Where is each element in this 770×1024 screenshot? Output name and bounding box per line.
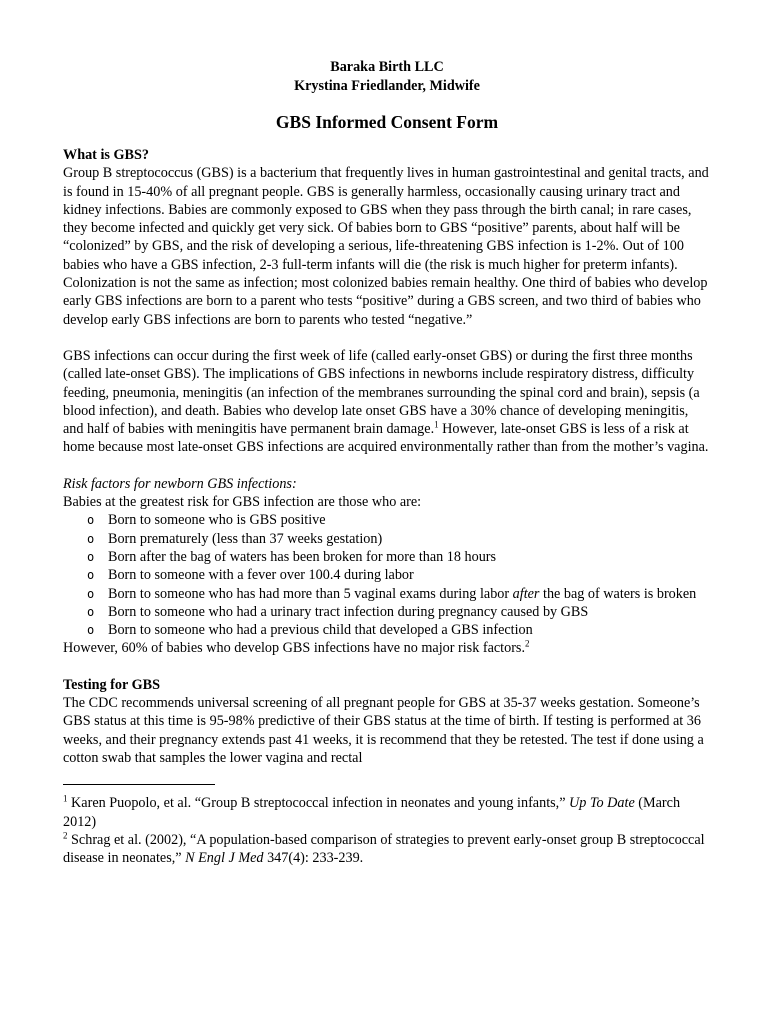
list-item-text-cont: the bag of waters is broken (539, 585, 697, 602)
paragraph-gbs-infections-text-cont: However, late-onset GBS is less of a risk at home because most late-onset GBS infections are acquired environmentally rather than from the mother’s vagina. (63, 421, 709, 456)
list-item-text: Born after the bag of waters has been broken for more than 18 hours (108, 548, 497, 565)
list-item-text: Born prematurely (less than 37 weeks gestation) (108, 530, 383, 547)
footnote-2-text: Schrag et al. (2002), “A population-based comparison of strategies to prevent early-onset group B streptococcal disease in neonates,” (63, 831, 705, 867)
risk-factor-list (63, 511, 711, 639)
footnote-1-journal: Up To Date (569, 795, 635, 812)
footnote-ref-1[interactable]: 1 (434, 419, 439, 430)
footnote-number-2: 2 (63, 830, 68, 841)
list-item (63, 621, 711, 639)
bullet-icon: o (87, 531, 95, 546)
midwife-name: Krystina Friedlander, Midwife (294, 78, 480, 94)
list-item (63, 585, 711, 603)
footnote-ref-2[interactable]: 2 (525, 638, 530, 649)
bullet-icon: o (87, 568, 95, 583)
bullet-icon: o (87, 549, 95, 564)
bullet-icon: o (87, 604, 95, 619)
list-item-text: Born to someone with a fever over 100.4 during labor (108, 567, 414, 584)
paragraph-spacer (63, 457, 711, 475)
paragraph-spacer (63, 329, 711, 347)
paragraph-gbs-infections (63, 347, 711, 457)
paragraph-gbs-overview: Group B streptococcus (GBS) is a bacterium that frequently lives in human gastrointestinal and genital tracts, and is found in 15-40% of all pregnant people. GBS is generally harmless, occasionally causing urinary tract and kidney infections. Babies are commonly exposed to GBS when they pass through the birth canal; in rare cases, they become infected and quickly get very sick. Of babies born to GBS “positive” parents, about half will be “colonized” by GBS, and the risk of developing a serious, life-threatening GBS infection is 1-2%. Out of 100 babies who have a GBS infection, 2-3 full-term infants will die (the risk is much higher for preterm infants). Colonization is not the same as infection; most colonized babies remain healthy. One third of babies who develop early GBS infections are born to a parent who tests “positive” during a GBS screen, and two third of babies who develop early GBS infections are born to parents who tested “negative.” (63, 165, 709, 328)
section-heading-testing: Testing for GBS (63, 676, 160, 693)
list-item-text: Born to someone who had a previous child that developed a GBS infection (108, 622, 533, 639)
footnote-2-journal: N Engl J Med (185, 850, 264, 867)
risk-factors-closing (63, 639, 711, 657)
bullet-icon: o (87, 623, 95, 638)
risk-factors-closing-text: However, 60% of babies who develop GBS infections have no major risk factors. (63, 640, 525, 657)
section-heading-what-is-gbs: What is GBS? (63, 147, 149, 163)
organization-name: Baraka Birth LLC (330, 59, 444, 75)
list-item (63, 566, 711, 584)
footnote-1 (63, 794, 711, 831)
list-item (63, 530, 711, 548)
list-item (63, 548, 711, 566)
risk-factors-intro: Babies at the greatest risk for GBS infection are those who are: (63, 494, 422, 511)
list-item (63, 511, 711, 529)
list-item-text: Born to someone who is GBS positive (108, 512, 326, 529)
list-item (63, 603, 711, 621)
bullet-icon: o (87, 513, 95, 528)
footnote-divider (63, 784, 215, 785)
list-item-text: Born to someone who had a urinary tract infection during pregnancy caused by GBS (108, 603, 589, 620)
footnote-2 (63, 831, 711, 868)
footnote-1-text-cont: (March 2012) (63, 795, 681, 830)
paragraph-gbs-infections-text: GBS infections can occur during the first week of life (called early-onset GBS) or during the first three months (called late-onset GBS). The implications of GBS infections in newborns include respiratory distress, difficulty feeding, pneumonia, meningitis (an infection of the membranes surrounding the spinal cord and brain), sepsis (a blood infection), and death. Babies who develop late onset GBS have a 30% chance of developing meningitis, and half of babies with meningitis have permanent brain damage. (63, 347, 700, 438)
risk-factors-heading: Risk factors for newborn GBS infections: (63, 475, 297, 492)
footnote-2-text-cont: 347(4): 233-239. (263, 850, 364, 867)
bullet-icon: o (87, 586, 95, 601)
footnote-1-text: Karen Puopolo, et al. “Group B streptococcal infection in neonates and young infants,” (67, 795, 570, 812)
footnote-number-1: 1 (63, 793, 68, 804)
form-title: GBS Informed Consent Form (275, 112, 499, 132)
list-item-text: Born to someone who has had more than 5 vaginal exams during labor (108, 585, 513, 602)
list-item-emphasis: after (512, 585, 540, 602)
paragraph-spacer (63, 658, 711, 676)
document-page (63, 58, 711, 867)
paragraph-testing: The CDC recommends universal screening of all pregnant people for GBS at 35-37 weeks gestation. Someone’s GBS status at this time is 95-98% predictive of their GBS status at the time of birth. If testing is performed at 36 weeks, and their pregnancy extends past 41 weeks, it is recommend that they be retested. The test if done using a cotton swab that samples the lower vagina and rectal (63, 695, 704, 766)
